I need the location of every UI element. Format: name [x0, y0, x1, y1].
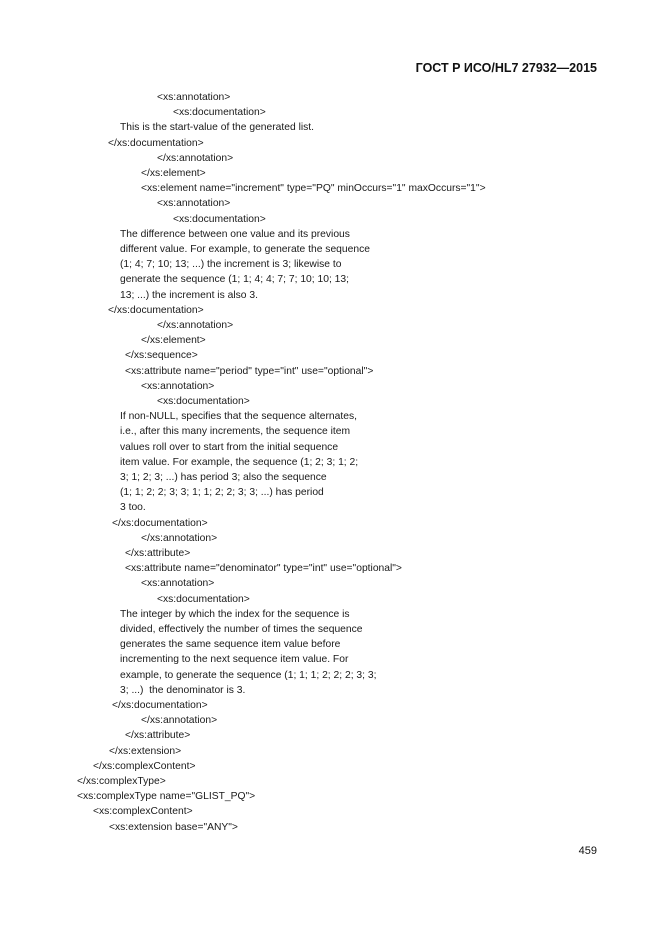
code-line: <xs:extension base="ANY"> [109, 821, 238, 833]
code-line: incrementing to the next sequence item value. For [120, 654, 349, 666]
code-line: </xs:attribute> [125, 548, 191, 559]
code-line: <xs:annotation> [157, 198, 231, 210]
code-line: The integer by which the index for the sequence is [120, 608, 350, 620]
code-line: (1; 1; 2; 2; 3; 3; 1; 1; 2; 2; 3; 3; ...) has period [120, 487, 324, 499]
code-line: </xs:annotation> [157, 152, 234, 164]
code-line: <xs:attribute name="period" type="int" use="optional"> [125, 365, 374, 377]
code-line: <xs:complexContent> [93, 806, 193, 818]
code-line: </xs:documentation> [112, 517, 208, 529]
code-line: This is the start-value of the generated list. [120, 122, 315, 134]
code-line: 3; ...) the denominator is 3. [120, 684, 246, 696]
code-line: </xs:attribute> [125, 730, 191, 742]
code-line: <xs:annotation> [157, 92, 231, 103]
code-line: example, to generate the sequence (1; 1; 1; 2; 2; 2; 3; 3; [120, 669, 377, 681]
code-line: item value. For example, the sequence (1; 2; 3; 1; 2; [120, 456, 359, 468]
code-line: </xs:documentation> [112, 700, 208, 711]
code-line: </xs:annotation> [157, 320, 234, 331]
code-line: </xs:complexContent> [93, 760, 196, 772]
page-number: 459 [578, 845, 597, 857]
code-line: </xs:annotation> [141, 715, 218, 727]
code-line: </xs:documentation> [108, 304, 204, 316]
code-line: <xs:attribute name="denominator" type="int" use="optional"> [125, 563, 402, 575]
code-line: <xs:documentation> [173, 213, 266, 225]
code-line: (1; 4; 7; 10; 13; ...) the increment is 3; likewise to [120, 259, 342, 271]
code-line: </xs:complexType> [77, 776, 166, 787]
code-line: </xs:element> [141, 335, 206, 347]
code-line: <xs:documentation> [157, 396, 250, 407]
code-line: <xs:annotation> [141, 380, 215, 392]
code-line: i.e., after this many increments, the sequence item [120, 426, 351, 438]
code-line: generate the sequence (1; 1; 4; 4; 7; 7; 10; 10; 13; [120, 274, 349, 286]
code-line: <xs:documentation> [157, 593, 250, 605]
code-line: 3; 1; 2; 3; ...) has period 3; also the sequence [120, 472, 327, 483]
code-line: different value. For example, to generate the sequence [120, 244, 370, 255]
code-line: </xs:extension> [109, 745, 182, 757]
code-line: <xs:annotation> [141, 578, 215, 590]
code-line: </xs:sequence> [125, 350, 198, 362]
code-line: values roll over to start from the initial sequence [120, 441, 339, 453]
code-line: If non-NULL, specifies that the sequence alternates, [120, 411, 357, 423]
code-line: <xs:complexType name="GLIST_PQ"> [77, 791, 256, 803]
code-line: </xs:annotation> [141, 532, 218, 544]
code-line: 3 too. [120, 502, 146, 514]
code-line: </xs:documentation> [108, 137, 204, 149]
document-header-standard-code: ГОСТ Р ИСО/HL7 27932—2015 [415, 61, 597, 75]
code-line: The difference between one value and its previous [120, 228, 350, 240]
code-line: <xs:element name="increment" type="PQ" minOccurs="1" maxOccurs="1"> [141, 183, 486, 195]
code-line: 13; ...) the increment is also 3. [120, 289, 258, 301]
code-line: divided, effectively the number of times the sequence [120, 624, 363, 635]
code-line: </xs:element> [141, 168, 206, 179]
code-line: <xs:documentation> [173, 107, 266, 119]
code-line: generates the same sequence item value before [120, 639, 341, 651]
